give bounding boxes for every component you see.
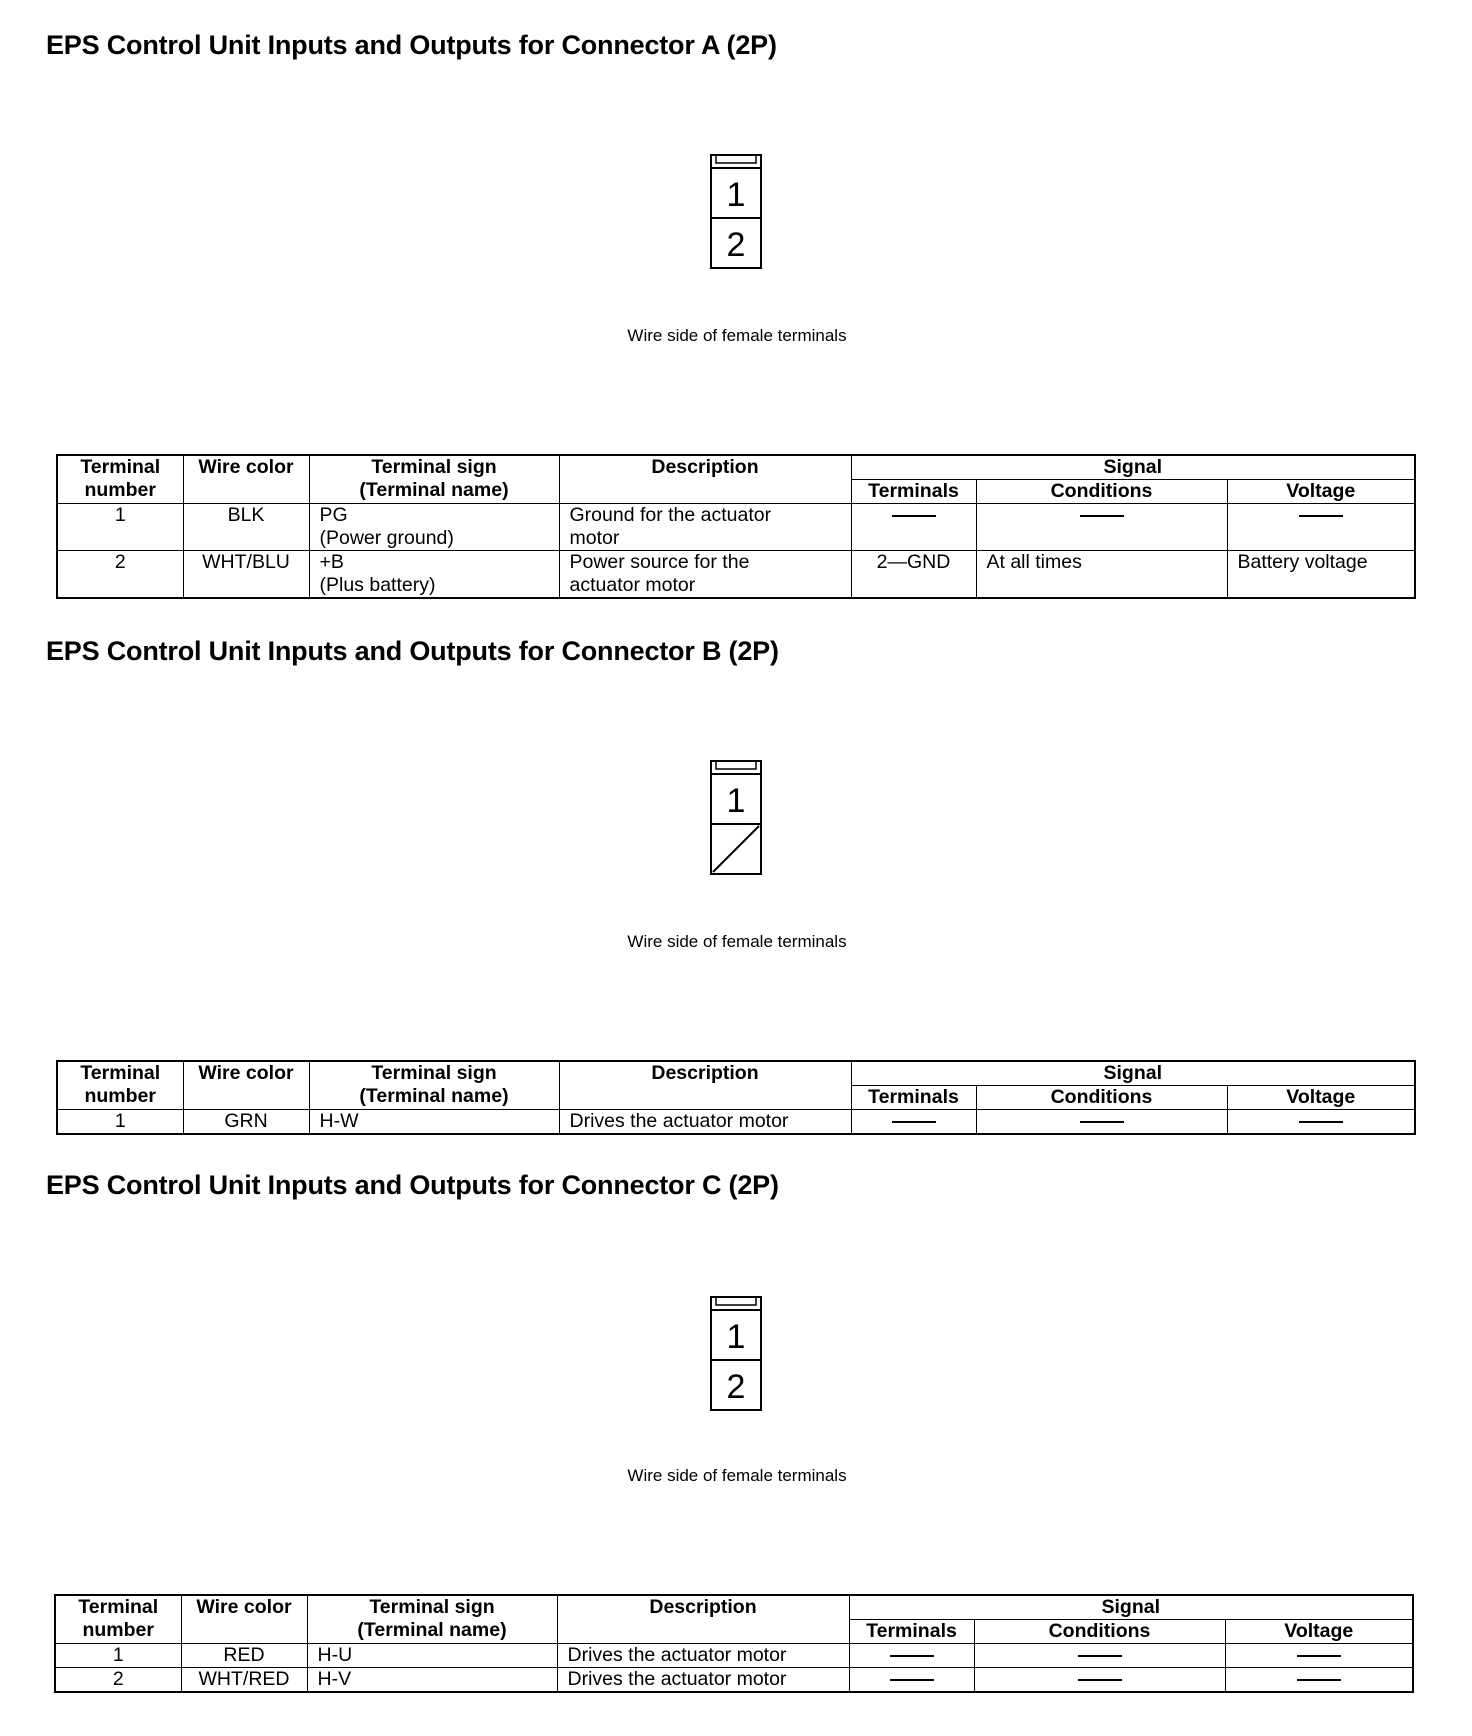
- header-terminal-sign: Terminal sign (Terminal name): [309, 455, 559, 504]
- terminal-sign: H-V: [307, 1668, 557, 1693]
- wire-color: RED: [181, 1644, 307, 1668]
- header-wire-color: Wire color: [183, 455, 309, 504]
- wire-color: BLK: [183, 504, 309, 551]
- header-description: Description: [559, 455, 851, 504]
- header-terminal-number: Terminal number: [57, 455, 183, 504]
- connector-c-diagram: [710, 1296, 762, 1411]
- signal-terminals: [851, 1110, 976, 1135]
- pin-label: 1: [726, 176, 746, 214]
- signal-conditions: [976, 504, 1227, 551]
- connector-a-caption: Wire side of female terminals: [627, 326, 847, 345]
- empty-dash: [892, 515, 936, 517]
- header-description: Description: [559, 1061, 851, 1110]
- pin-label: 1: [726, 782, 746, 820]
- signal-terminals: [851, 504, 976, 551]
- pin-label: 1: [726, 1318, 746, 1356]
- empty-dash: [1078, 1655, 1122, 1657]
- empty-dash: [1080, 1121, 1124, 1123]
- empty-dash: [890, 1655, 934, 1657]
- wire-color: GRN: [183, 1110, 309, 1135]
- header-conditions: Conditions: [976, 480, 1227, 504]
- table-row: [57, 551, 1415, 599]
- terminal-sign: PG (Power ground): [309, 504, 559, 551]
- signal-conditions: At all times: [976, 551, 1227, 599]
- empty-dash: [1299, 1121, 1343, 1123]
- empty-dash: [1297, 1679, 1341, 1681]
- connector-a-table: [56, 454, 1416, 599]
- connector-b-diagram: [710, 760, 762, 875]
- section-c-title: EPS Control Unit Inputs and Outputs for Connector C (2P): [46, 1170, 779, 1200]
- connector-c-table: [54, 1594, 1414, 1693]
- signal-voltage: [1225, 1668, 1413, 1693]
- section-b-title: EPS Control Unit Inputs and Outputs for Connector B (2P): [46, 636, 779, 666]
- signal-conditions: [974, 1668, 1225, 1693]
- terminal-number: 1: [57, 1110, 183, 1135]
- empty-dash: [1078, 1679, 1122, 1681]
- header-wire-color: Wire color: [181, 1595, 307, 1644]
- connector-b-table: [56, 1060, 1416, 1135]
- description: Power source for the actuator motor: [559, 551, 851, 599]
- header-terminal-sign: Terminal sign (Terminal name): [307, 1595, 557, 1644]
- section-a-title: EPS Control Unit Inputs and Outputs for Connector A (2P): [46, 30, 777, 60]
- terminal-number: 1: [55, 1644, 181, 1668]
- signal-terminals: 2—GND: [851, 551, 976, 599]
- header-voltage: Voltage: [1227, 1086, 1415, 1110]
- empty-dash: [890, 1679, 934, 1681]
- header-signal: Signal: [851, 455, 1415, 480]
- wire-color: WHT/RED: [181, 1668, 307, 1693]
- description: Drives the actuator motor: [557, 1644, 849, 1668]
- header-conditions: Conditions: [976, 1086, 1227, 1110]
- empty-cavity-mark: [713, 826, 759, 872]
- terminal-number: 2: [57, 551, 183, 599]
- signal-conditions: [976, 1110, 1227, 1135]
- wire-color: WHT/BLU: [183, 551, 309, 599]
- empty-dash: [1299, 515, 1343, 517]
- header-terminals: Terminals: [849, 1620, 974, 1644]
- signal-terminals: [849, 1668, 974, 1693]
- signal-conditions: [974, 1644, 1225, 1668]
- header-terminal-number: Terminal number: [55, 1595, 181, 1644]
- signal-voltage: [1227, 1110, 1415, 1135]
- empty-dash: [1297, 1655, 1341, 1657]
- table-row: [55, 1668, 1413, 1693]
- header-terminals: Terminals: [851, 1086, 976, 1110]
- signal-voltage: [1225, 1644, 1413, 1668]
- header-terminals: Terminals: [851, 480, 976, 504]
- header-signal: Signal: [851, 1061, 1415, 1086]
- table-row: [57, 504, 1415, 551]
- description: Drives the actuator motor: [557, 1668, 849, 1693]
- terminal-number: 1: [57, 504, 183, 551]
- header-terminal-sign: Terminal sign (Terminal name): [309, 1061, 559, 1110]
- description: Drives the actuator motor: [559, 1110, 851, 1135]
- terminal-sign: H-W: [309, 1110, 559, 1135]
- terminal-sign: H-U: [307, 1644, 557, 1668]
- table-row: [57, 1110, 1415, 1135]
- connector-c-caption: Wire side of female terminals: [627, 1466, 847, 1485]
- connector-b-caption: Wire side of female terminals: [627, 932, 847, 951]
- table-row: [55, 1644, 1413, 1668]
- empty-dash: [1080, 515, 1124, 517]
- signal-terminals: [849, 1644, 974, 1668]
- empty-dash: [892, 1121, 936, 1123]
- header-voltage: Voltage: [1225, 1620, 1413, 1644]
- header-voltage: Voltage: [1227, 480, 1415, 504]
- header-description: Description: [557, 1595, 849, 1644]
- pin-label: 2: [726, 226, 746, 264]
- header-conditions: Conditions: [974, 1620, 1225, 1644]
- pin-label: 2: [726, 1368, 746, 1406]
- signal-voltage: [1227, 504, 1415, 551]
- terminal-sign: +B (Plus battery): [309, 551, 559, 599]
- header-wire-color: Wire color: [183, 1061, 309, 1110]
- connector-a-diagram: [710, 154, 762, 269]
- header-signal: Signal: [849, 1595, 1413, 1620]
- description: Ground for the actuator motor: [559, 504, 851, 551]
- header-terminal-number: Terminal number: [57, 1061, 183, 1110]
- signal-voltage: Battery voltage: [1227, 551, 1415, 599]
- terminal-number: 2: [55, 1668, 181, 1693]
